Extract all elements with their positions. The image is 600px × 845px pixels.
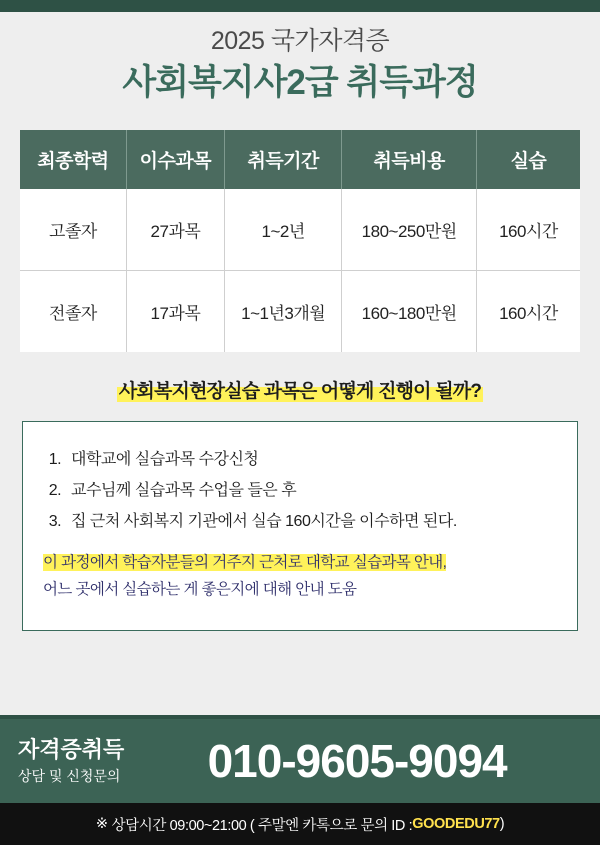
table-cell: 1~2년 bbox=[224, 189, 342, 271]
phone-number[interactable]: 010-9605-9094 bbox=[207, 735, 507, 787]
note-line-1: 이 과정에서 학습자분들의 거주지 근처로 대학교 실습과목 안내, bbox=[43, 554, 447, 572]
table-cell: 1~1년3개월 bbox=[224, 271, 342, 353]
layout-spacer bbox=[0, 631, 600, 716]
table-cell: 17과목 bbox=[126, 271, 224, 353]
table-col-header: 취득기간 bbox=[224, 130, 342, 189]
footer-heading: 자격증취득 bbox=[18, 737, 125, 763]
table-header-row bbox=[20, 130, 580, 189]
table-cell: 160시간 bbox=[499, 304, 558, 323]
info-table bbox=[20, 130, 580, 352]
steps-box bbox=[22, 421, 578, 631]
contact-footer bbox=[0, 715, 600, 803]
table-header bbox=[20, 130, 580, 189]
footer-left-text bbox=[18, 736, 132, 786]
table-cell: 180~250만원 bbox=[342, 189, 476, 271]
asterisk-icon: ※ bbox=[95, 816, 108, 832]
table-row bbox=[20, 189, 580, 271]
poster-header bbox=[0, 12, 600, 122]
list-item: 3. 집 근처 사회복지 기관에서 실습 160시간을 이수하면 된다. bbox=[65, 506, 557, 537]
note-line-2: 어느 곳에서 실습하는 게 좋은지에 대해 안내 도움 bbox=[43, 581, 357, 599]
hours-bar bbox=[0, 803, 600, 845]
steps-note bbox=[43, 549, 557, 603]
kakao-id[interactable]: GOODEDU77 bbox=[412, 816, 500, 832]
hours-text-end: ) bbox=[499, 816, 505, 832]
table-col-header: 최종학력 bbox=[20, 130, 126, 189]
info-table-wrapper bbox=[20, 130, 580, 352]
table-cell: 27과목 bbox=[126, 189, 224, 271]
table-cell: 160~180만원 bbox=[342, 271, 476, 353]
table-col-header: 취득비용 bbox=[342, 130, 476, 189]
table-row bbox=[20, 271, 580, 353]
top-accent-bar bbox=[0, 0, 600, 12]
question-heading bbox=[0, 378, 600, 407]
footer-subheading: 상담 및 신청문의 bbox=[18, 767, 121, 784]
table-col-header: 실습 bbox=[476, 130, 580, 189]
table-cell: 160시간 bbox=[476, 189, 580, 271]
steps-list bbox=[65, 444, 557, 538]
table-cell: 전졸자 bbox=[20, 271, 126, 353]
list-item: 1. 대학교에 실습과목 수강신청 bbox=[65, 444, 557, 475]
hours-text: 상담시간 09:00~21:00 ( 주말엔 카톡으로 문의 ID : bbox=[111, 817, 413, 834]
table-body bbox=[20, 189, 580, 352]
list-item: 2. 교수님께 실습과목 수업을 들은 후 bbox=[65, 475, 557, 506]
table-cell: 고졸자 bbox=[20, 189, 126, 271]
header-subtitle: 2025 국가자격증 bbox=[210, 27, 390, 55]
question-text: 사회복지현장실습 과목은 어떻게 진행이 될까? bbox=[118, 381, 482, 402]
table-col-header: 이수과목 bbox=[126, 130, 224, 189]
page-title: 사회복지사2급 취득과정 bbox=[122, 63, 478, 102]
